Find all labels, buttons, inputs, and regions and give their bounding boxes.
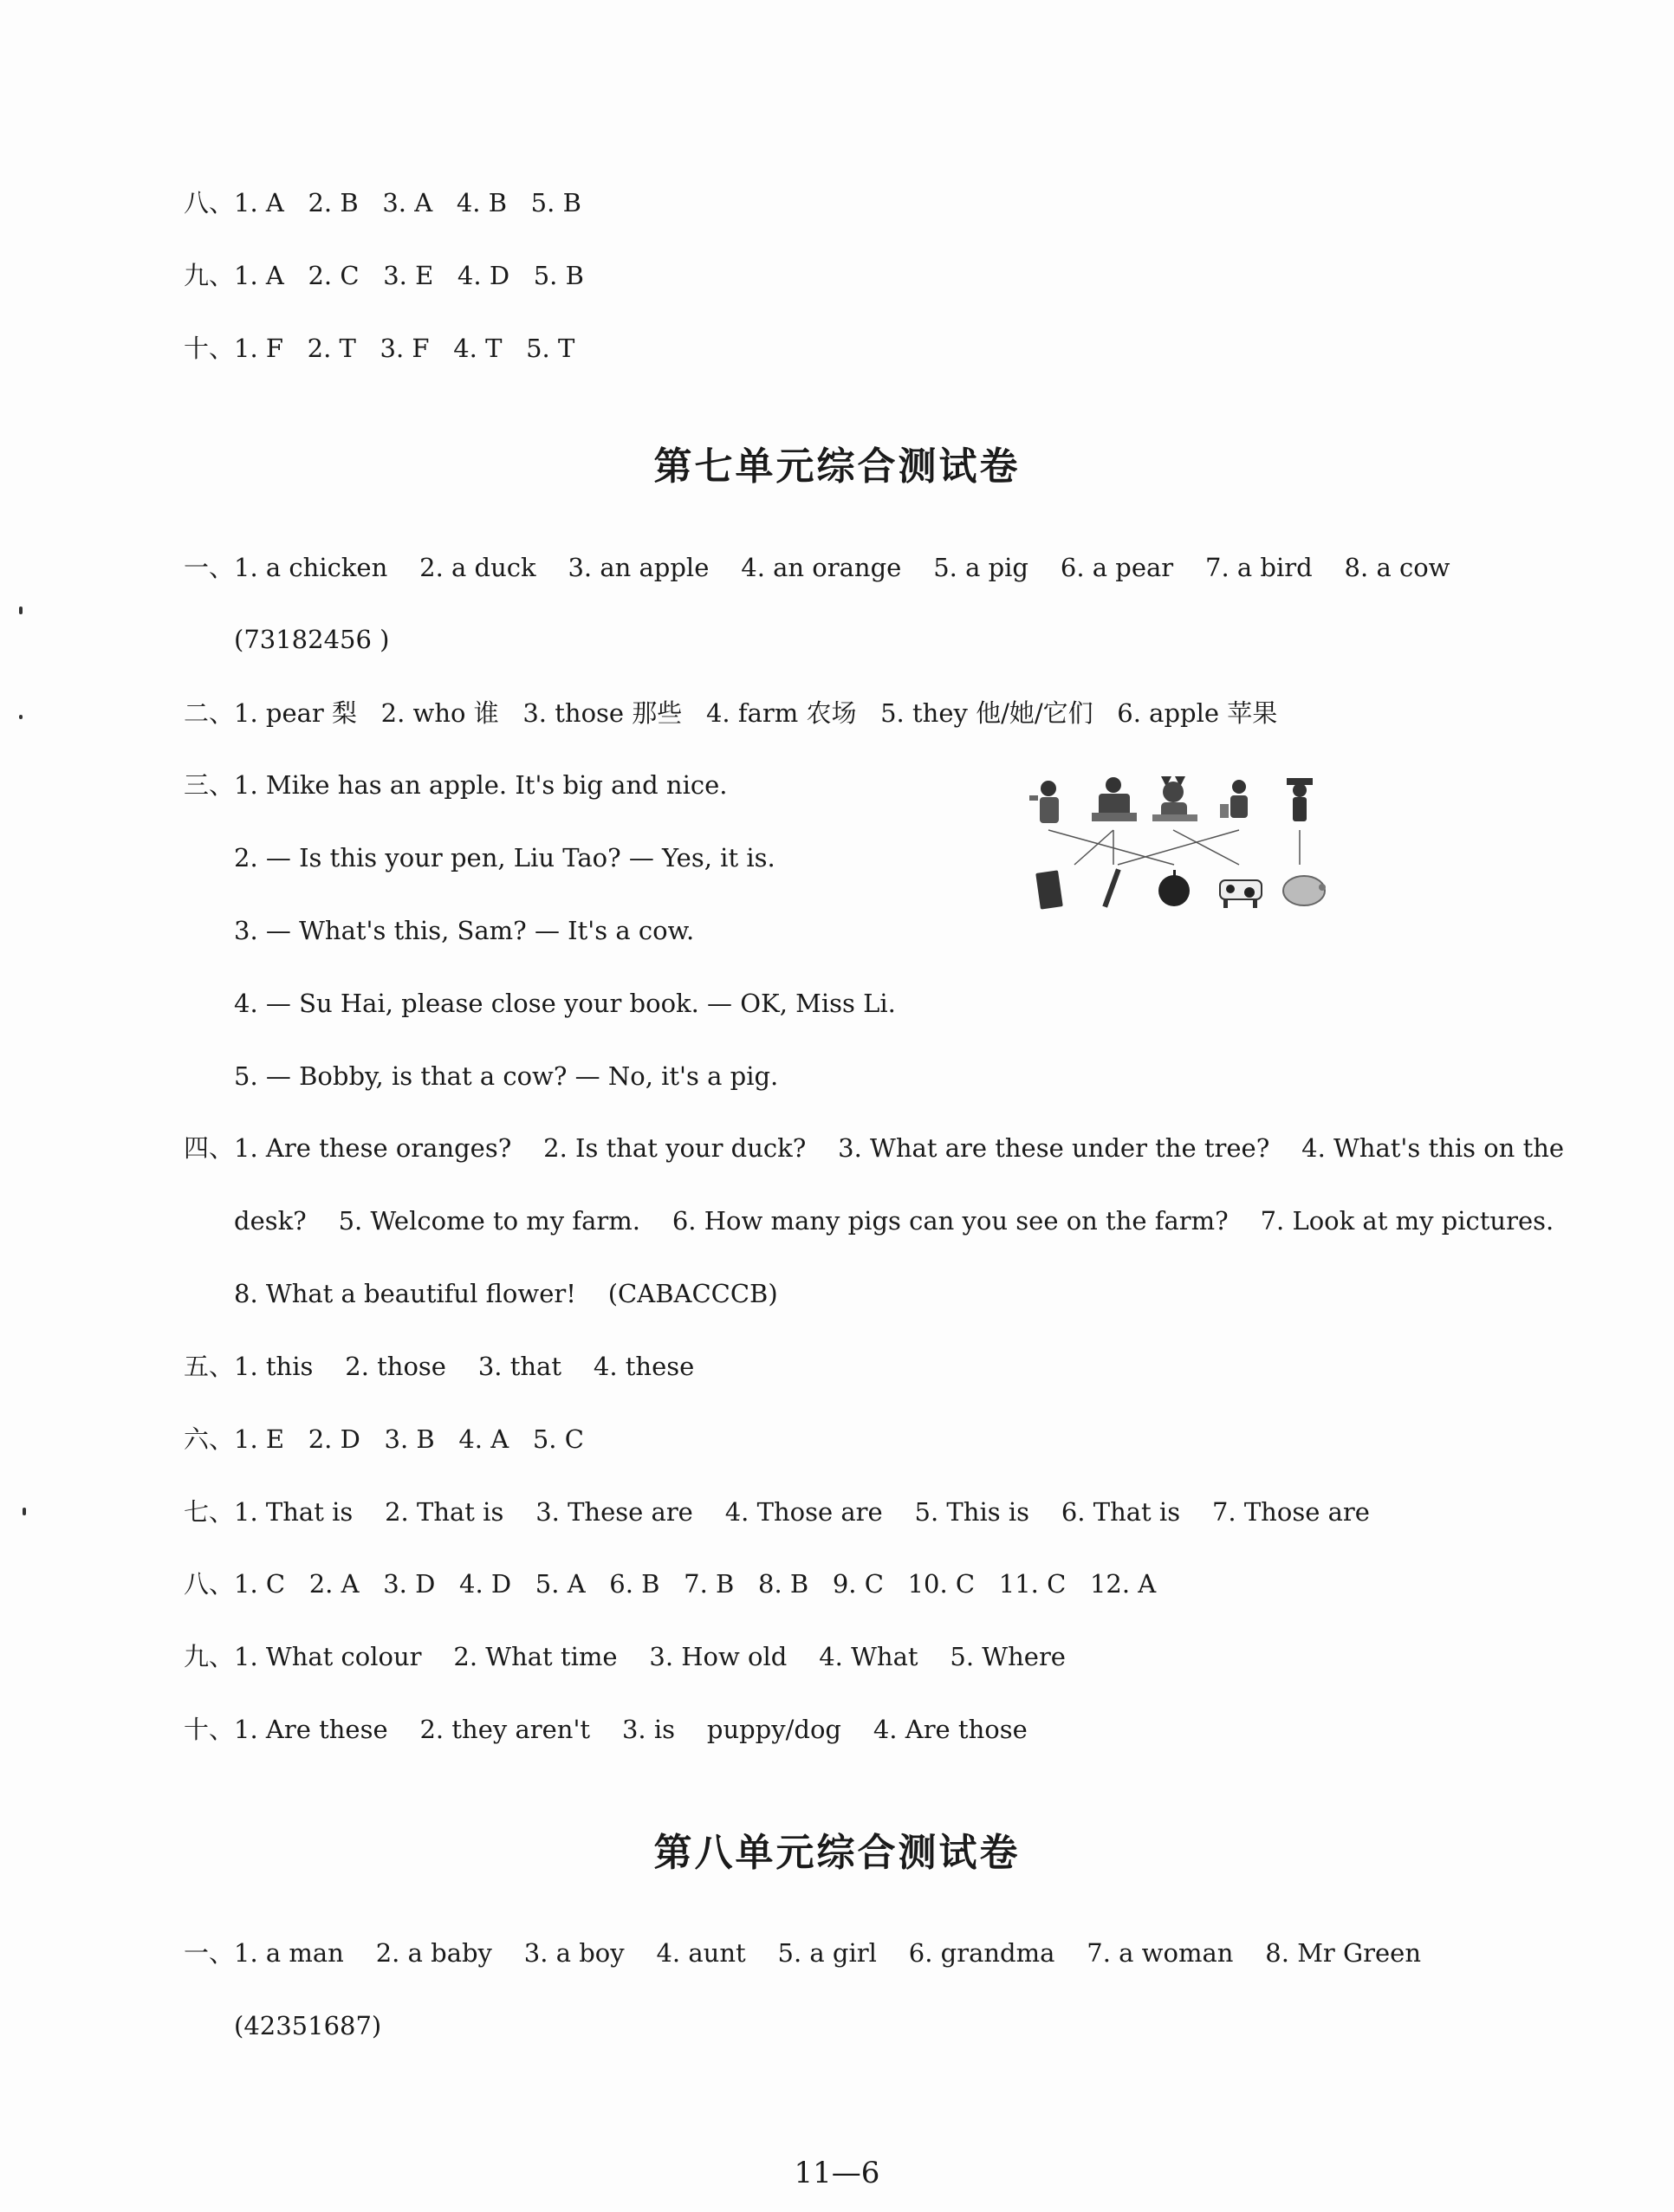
answer-line: 三、1. Mike has an apple. It's big and nice. bbox=[184, 770, 728, 800]
apple-icon bbox=[1158, 870, 1190, 906]
answer-line: (42351687) bbox=[234, 2011, 382, 2040]
answer-line: 8. What a beautiful flower! (CABACCCB) bbox=[234, 1279, 778, 1308]
answer-line: 五、1. this 2. those 3. that 4. these bbox=[184, 1352, 695, 1381]
answer-line: 4. — Su Hai, please close your book. — OK, Miss Li. bbox=[234, 989, 896, 1018]
answer-line: 二、1. pear 梨 2. who 谁 3. those 那些 4. farm 农场 5. they 他/她/它们 6. apple 苹果 bbox=[184, 698, 1278, 728]
answer-line: 四、1. Are these oranges? 2. Is that your duck? 3. What are these under the tree? 4. What's this on the bbox=[184, 1133, 1565, 1163]
scan-speck bbox=[19, 607, 23, 614]
book-icon bbox=[1035, 870, 1063, 909]
pen-icon bbox=[1102, 868, 1120, 907]
answer-line: desk? 5. Welcome to my farm. 6. How many pigs can you see on the farm? 7. Look at my pictures. bbox=[234, 1206, 1554, 1236]
cat-icon bbox=[1152, 776, 1197, 821]
person-icon bbox=[1287, 778, 1313, 821]
cow-icon bbox=[1220, 880, 1262, 908]
answer-line: 3. — What's this, Sam? — It's a cow. bbox=[234, 916, 695, 945]
answer-line: 七、1. That is 2. That is 3. These are 4. Those are 5. This is 6. That is 7. Those are bbox=[184, 1497, 1370, 1527]
section-title-unit7: 第七单元综合测试卷 bbox=[653, 444, 1021, 489]
matching-figure bbox=[1022, 769, 1352, 925]
answer-line: 一、1. a chicken 2. a duck 3. an apple 4. an orange 5. a pig 6. a pear 7. a bird 8. a cow bbox=[184, 553, 1450, 582]
answer-line: 5. — Bobby, is that a cow? — No, it's a pig. bbox=[234, 1061, 779, 1091]
person-icon bbox=[1092, 777, 1137, 821]
page-number: 11—6 bbox=[794, 2156, 880, 2190]
answer-line: 一、1. a man 2. a baby 3. a boy 4. aunt 5. a girl 6. grandma 7. a woman 8. Mr Green bbox=[184, 1938, 1421, 1968]
scan-speck bbox=[19, 715, 23, 719]
answer-line: (73182456 ) bbox=[234, 625, 390, 654]
section-title-unit8: 第八单元综合测试卷 bbox=[653, 1831, 1021, 1875]
answer-line: 八、1. A 2. B 3. A 4. B 5. B bbox=[184, 188, 581, 217]
answer-line: 八、1. C 2. A 3. D 4. D 5. A 6. B 7. B 8. B 9. C 10. C 11. C 12. A bbox=[184, 1569, 1157, 1599]
answer-line: 九、1. What colour 2. What time 3. How old 4. What 5. Where bbox=[184, 1642, 1066, 1671]
answer-line: 六、1. E 2. D 3. B 4. A 5. C bbox=[184, 1424, 584, 1454]
pig-icon bbox=[1283, 876, 1326, 905]
person-icon bbox=[1220, 780, 1248, 818]
scan-speck bbox=[23, 1508, 26, 1515]
answer-line: 2. — Is this your pen, Liu Tao? — Yes, it is. bbox=[234, 843, 775, 872]
answer-line: 十、1. Are these 2. they aren't 3. is puppy/dog 4. Are those bbox=[184, 1715, 1028, 1744]
answer-line: 十、1. F 2. T 3. F 4. T 5. T bbox=[184, 334, 575, 363]
person-icon bbox=[1029, 781, 1059, 823]
answer-line: 九、1. A 2. C 3. E 4. D 5. B bbox=[184, 261, 584, 290]
